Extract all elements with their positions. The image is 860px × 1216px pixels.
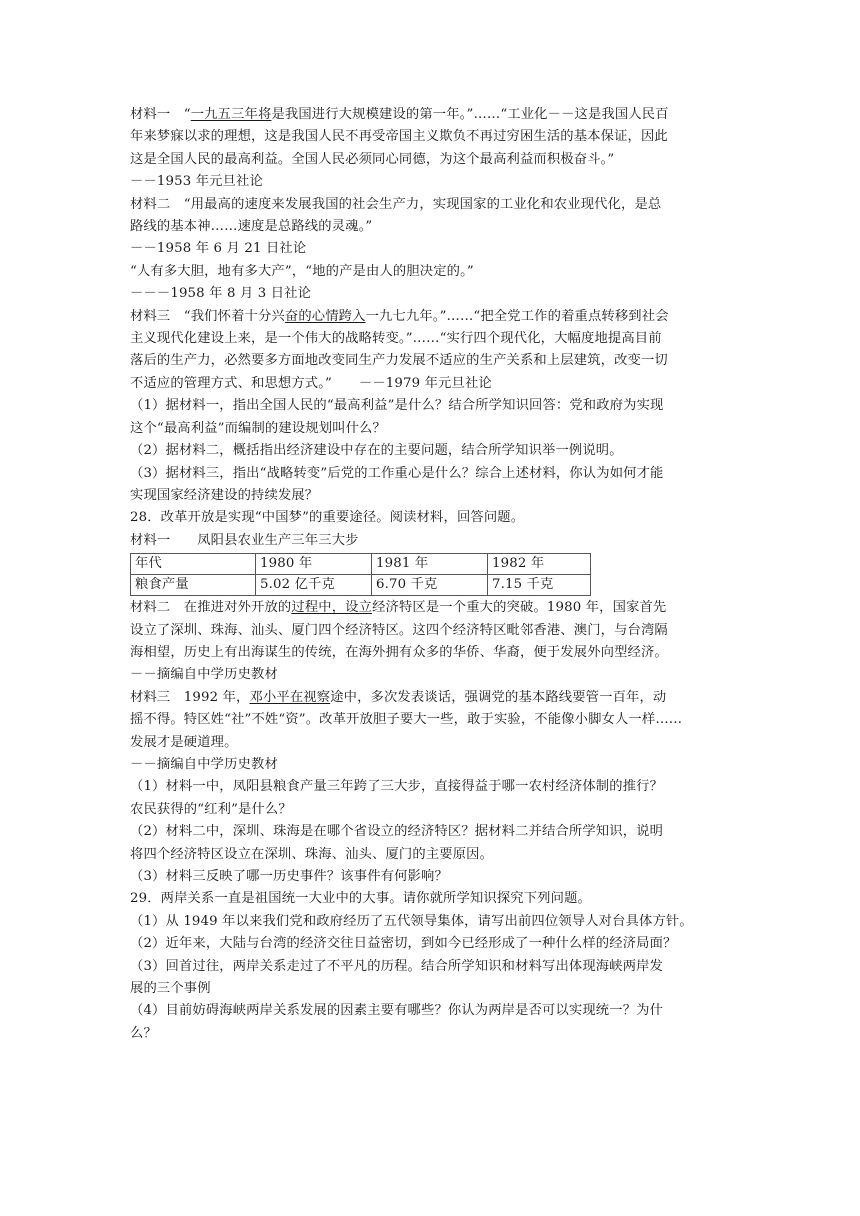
table-cell: 年代: [131, 554, 256, 575]
material-1: [130, 104, 734, 194]
question-line: 这个“最高利益”而编制的建设规划叫什么？: [130, 420, 386, 436]
text-line: 发展才是硬道理。: [130, 734, 238, 750]
underlined-text: 邓小平在视察: [249, 689, 331, 705]
question-line: （2）近年来，大陆与台湾的经济交往日益密切，到如今已经形成了一种什么样的经济局面？: [130, 936, 677, 952]
underlined-text: 奋的心情跨入: [284, 308, 366, 324]
question-line: 农民获得的“红利”是什么？: [130, 801, 292, 817]
text-segment: 材料三 1992 年，: [130, 689, 250, 705]
source-line: －－1953 年元旦社论: [130, 174, 263, 190]
table-cell: 6.70 千克: [372, 575, 488, 596]
question-title: 28．改革开放是实现“中国梦”的重要途径。阅读材料，回答问题。: [130, 510, 525, 526]
text-segment: 材料三 “我们怀着十分兴: [130, 308, 285, 324]
question-line: （3）材料三反映了哪一历史事件？该事件有何影响？: [130, 869, 448, 884]
question-28: [130, 507, 734, 888]
underlined-text: 一九五三年将: [190, 107, 272, 122]
source-line: －－1958 年 6 月 21 日社论: [130, 241, 307, 257]
question-line: 么？: [130, 1025, 157, 1041]
text-line: 这是全国人民的最高利益。全国人民必须同心同德，为这个最高利益而积极奋斗。”: [130, 151, 615, 167]
table-cell: 1982 年: [488, 554, 591, 575]
text-segment: 一九七九年。”……“把全党工作的着重点转移到社会: [365, 308, 669, 324]
document-page: [130, 104, 734, 1045]
question-title: 29．两岸关系一直是祖国统一大业中的大事。请你就所学知识探究下列问题。: [130, 891, 591, 907]
question-27-subquestions: [130, 395, 734, 507]
text-line: [130, 306, 734, 328]
text-segment: 经济特区是一个重大的突破。1980 年，国家首先: [372, 600, 667, 616]
source-line: －－摘编自中学历史教材: [130, 667, 278, 683]
table-cell: 1981 年: [372, 554, 488, 575]
question-line: 展的三个事例: [130, 981, 211, 997]
text-segment: 途中，多次发表谈话，强调党的基本路线要管一百年，动: [330, 689, 667, 705]
text-line: 摇不得。特区姓“社”不姓“资”。改革开放胆子要大一些，敢于实验，不能像小脚女人一样……: [130, 712, 683, 728]
text-line: 路线的基本神……速度是总路线的灵魂。”: [130, 219, 373, 235]
text-line: 材料二 “用最高的速度来发展我国的社会生产力，实现国家的工业化和农业现代化，是总: [130, 196, 662, 212]
text-line: “人有多大胆，地有多大产”，“地的产是由人的胆决定的。”: [130, 263, 474, 279]
question-line: 将四个经济特区设立在深圳、珠海、汕头、厦门的主要原因。: [130, 846, 494, 862]
text-line: [130, 687, 734, 709]
underlined-text: 过程中，设立: [291, 600, 373, 616]
material-title: 材料一 凤阳县农业生产三年三大步: [130, 532, 359, 548]
question-line: （1）从 1949 年以来我们党和政府经历了五代领导集体，请写出前四位领导人对台具体方针。: [130, 913, 693, 929]
text-segment: 材料一 “: [130, 107, 191, 122]
text-line: 落后的生产力，必然要多方面地改变同生产力发展不适应的生产关系和上层建筑，改变一切: [130, 353, 668, 369]
question-line: （3）回首过往，两岸关系走过了不平凡的历程。结合所学知识和材料写出体现海峡两岸发: [130, 958, 664, 974]
question-line: （2）材料二中，深圳、珠海是在哪个省设立的经济特区？据材料二并结合所学知识，说明: [130, 824, 664, 840]
source-line: －－－1958 年 8 月 3 日社论: [130, 286, 312, 302]
question-line: （3）据材料三，指出“战略转变”后党的工作重心是什么？综合上述材料，你认为如何才能: [130, 465, 664, 481]
grain-output-table: [130, 553, 591, 596]
source-line: －－摘编自中学历史教材: [130, 756, 278, 772]
text-line: [130, 104, 734, 126]
text-segment: 是我国进行大规模建设的第一年。”……“工业化－－这是我国人民百: [271, 107, 669, 122]
text-segment: 材料二 在推进对外开放的: [130, 600, 292, 616]
question-line: （2）据材料二，概括指出经济建设中存在的主要问题，结合所学知识举一例说明。: [130, 443, 623, 459]
question-line: 实现国家经济建设的持续发展？: [130, 487, 319, 503]
text-line: 设立了深圳、珠海、汕头、厦门四个经济特区。这四个经济特区毗邻香港、澳门，与台湾隔: [130, 622, 668, 638]
table-cell: 7.15 千克: [488, 575, 591, 596]
text-line: 不适应的管理方式、和思想方式。” －－1979 年元旦社论: [130, 375, 492, 391]
question-line: （4）目前妨碍海峡两岸关系发展的因素主要有哪些？你认为两岸是否可以实现统一？为什: [130, 1003, 664, 1019]
table-cell: 5.02 亿千克: [256, 575, 372, 596]
table-cell: 1980 年: [256, 554, 372, 575]
question-29: [130, 888, 734, 1045]
table-cell: 粮食产量: [131, 575, 256, 596]
question-line: （1）据材料一，指出全国人民的“最高利益”是什么？结合所学知识回答：党和政府为实现: [130, 398, 664, 414]
text-line: [130, 597, 734, 619]
question-line: （1）材料一中，凤阳县粮食产量三年跨了三大步，直接得益于哪一农村经济体制的推行？: [130, 779, 664, 795]
text-line: 海相望，历史上有出海谋生的传统，在海外拥有众多的华侨、华裔，便于发展外向型经济。: [130, 644, 668, 660]
material-2: [130, 194, 734, 306]
text-line: 年来梦寐以求的理想，这是我国人民不再受帝国主义欺负不再过穷困生活的基本保证，因此: [130, 129, 668, 145]
table-row: [131, 575, 591, 596]
table-header-row: [131, 554, 591, 575]
material-3: [130, 306, 734, 396]
text-line: 主义现代化建设上来，是一个伟大的战略转变。”……“实行四个现代化，大幅度地提高目前: [130, 331, 662, 347]
